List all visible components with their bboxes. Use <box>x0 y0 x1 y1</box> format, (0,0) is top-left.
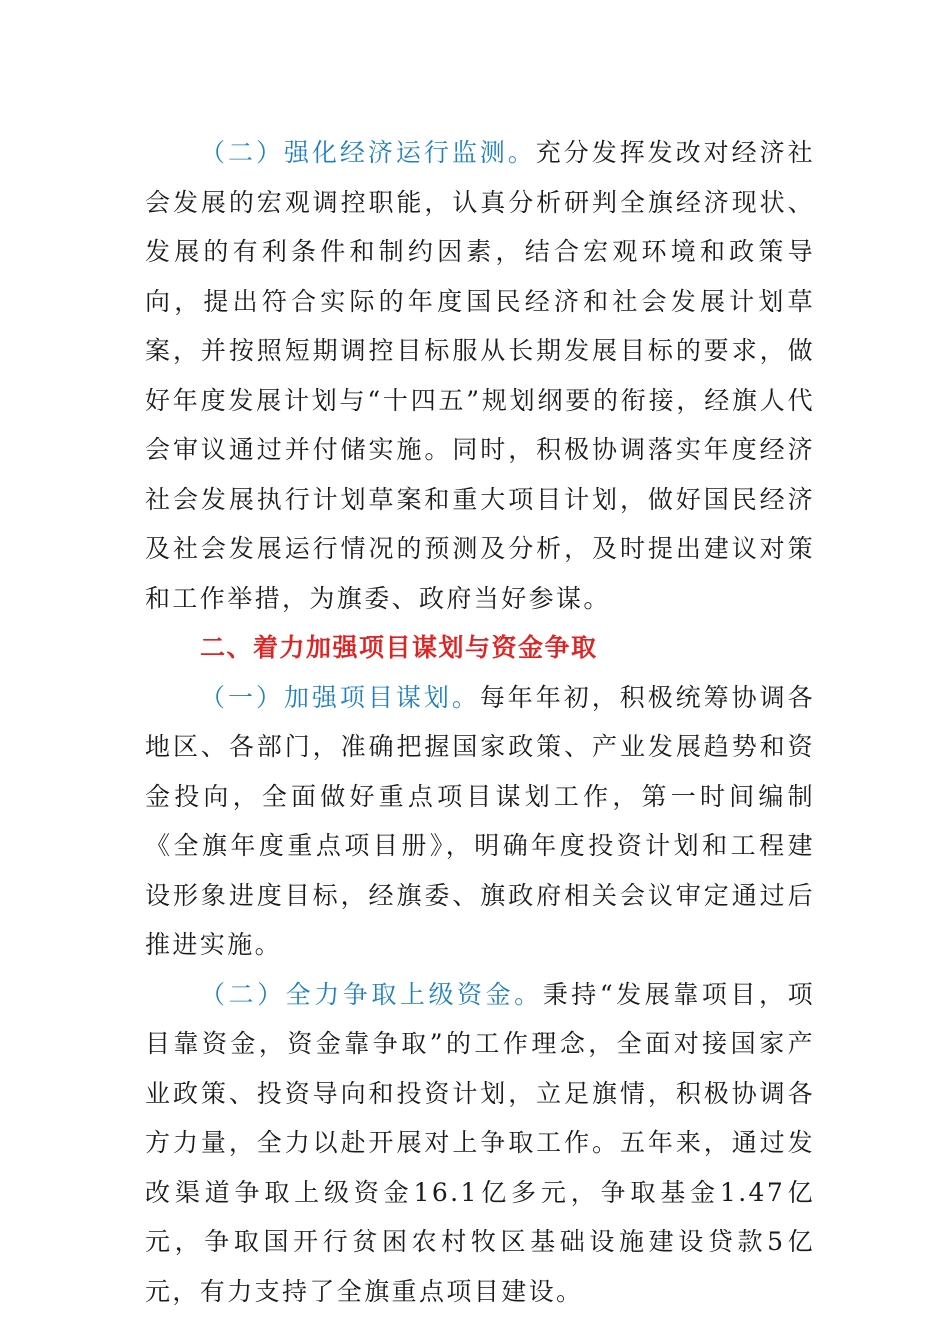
paragraph-text: 充分发挥发改对经济社会发展的宏观调控职能，认真分析研判全旗经济现状、发展的有利条件和制约因素，结合宏观环境和政策导向，提出符合实际的年度国民经济和社会发展计划草案，并按照短期调控目标服从长期发展目标的要求，做好年度发展计划与“十四五”规划纲要的衔接，经旗人代会审议通过并付储实施。同时，积极协调落实年度经济社会发展执行计划草案和重大项目计划，做好国民经济及社会发展运行情况的预测及分析，及时提出建议对策和工作举措，为旗委、政府当好参谋。 <box>145 138 815 613</box>
document-body <box>145 128 815 1316</box>
paragraph-funding <box>145 970 815 1317</box>
sub-heading-economic-monitoring: （二）强化经济运行监测。 <box>200 138 536 167</box>
sub-heading-project-planning: （一）加强项目谋划。 <box>200 682 480 712</box>
paragraph-economic-monitoring <box>145 128 815 623</box>
paragraph-text: 每年年初，积极统筹协调各地区、各部门，准确把握国家政策、产业发展趋势和资金投向，全面做好重点项目谋划工作，第一时间编制《全旗年度重点项目册》，明确年度投资计划和工程建设形象进度目标，经旗委、旗政府相关会议审定通过后推进实施。 <box>145 682 815 959</box>
section-heading-project-planning: 二、着力加强项目谋划与资金争取 <box>200 633 598 662</box>
sub-heading-funding: （二）全力争取上级资金。 <box>200 979 543 1009</box>
paragraph-text: 秉持“发展靠项目，项目靠资金，资金靠争取”的工作理念，全面对接国家产业政策、投资导向和投资计划，立足旗情，积极协调各方力量，全力以赴开展对上争取工作。五年来，通过发改渠道争取上级资金16.1亿多元，争取基金1.47亿元，争取国开行贫困农村牧区基础设施建设贷款5亿元，有力支持了全旗重点项目建设。 <box>145 979 815 1306</box>
paragraph-project-planning <box>145 673 815 970</box>
